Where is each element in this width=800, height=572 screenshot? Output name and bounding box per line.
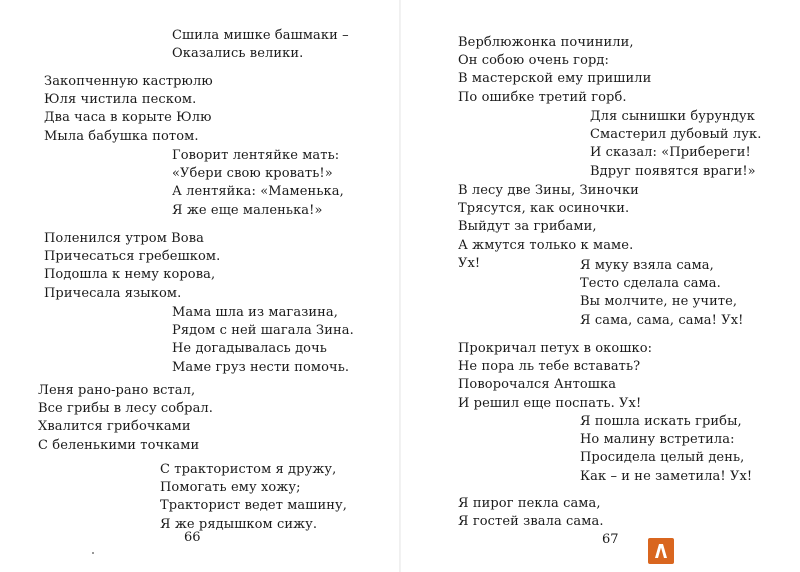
verse-line: И решил еще поспать. Ух!: [458, 395, 642, 411]
verse-line: Я пирог пекла сама,: [458, 496, 601, 511]
stanza: [580, 257, 743, 330]
verse-line: Рядом с ней шагала Зина.: [172, 323, 354, 339]
verse-line: Смастерил дубовый лук.: [590, 127, 762, 143]
verse-line: Говорит лентяйке мать:: [172, 148, 340, 163]
page-number: 66: [184, 530, 201, 545]
verse-line: Оказались велики.: [172, 46, 304, 62]
verse-line: Трясутся, как осиночки.: [458, 201, 630, 217]
page-number: 67: [602, 532, 619, 547]
verse-line: Маме груз нести помочь.: [172, 359, 350, 375]
verse-line: Но малину встретила:: [580, 432, 735, 448]
verse-line: Все грибы в лесу собрал.: [38, 401, 214, 417]
right-page: [400, 0, 800, 572]
verse-line: А лентяйка: «Маменька,: [172, 184, 344, 200]
verse-line: По ошибке третий горб.: [458, 89, 627, 105]
verse-line: Я пошла искать грибы,: [580, 414, 742, 429]
verse-line: Причесаться гребешком.: [44, 249, 221, 265]
publisher-logo-glyph: [648, 538, 674, 564]
verse-line: Ух!: [458, 255, 481, 271]
verse-line: Я же рядышком сижу.: [160, 516, 318, 532]
stanza: [580, 413, 752, 486]
stanza: [458, 495, 604, 531]
verse-line: Тракторист ведет машину,: [160, 498, 347, 514]
verse-line: Поленился утром Вова: [44, 231, 204, 246]
verse-line: С беленькими точками: [38, 437, 200, 453]
verse-line: Закопченную кастрюлю: [44, 74, 213, 89]
stanza: [44, 73, 213, 146]
verse-line: В мастерской ему пришили: [458, 71, 652, 87]
verse-line: Просидела целый день,: [580, 450, 745, 466]
verse-line: Я сама, сама, сама! Ух!: [580, 312, 744, 328]
stanza: [172, 27, 349, 63]
verse-line: «Убери свою кровать!»: [172, 166, 333, 182]
stanza: [458, 340, 652, 413]
verse-line: В лесу две Зины, Зиночки: [458, 183, 639, 198]
stanza: [458, 34, 651, 107]
verse-line: Я муку взяла сама,: [580, 258, 714, 273]
publisher-logo-icon: [648, 538, 674, 564]
verse-line: Выйдут за грибами,: [458, 219, 597, 235]
stanza: [38, 382, 213, 455]
stanza: [590, 108, 762, 181]
stanza: [172, 147, 344, 220]
verse-line: Два часа в корыте Юлю: [44, 110, 212, 126]
verse-line: Хвалится грибочками: [38, 419, 191, 435]
verse-line: Мыла бабушка потом.: [44, 128, 199, 144]
verse-line: Не пора ль тебе вставать?: [458, 359, 641, 375]
verse-line: Подошла к нему корова,: [44, 267, 216, 283]
stanza: [172, 304, 354, 377]
verse-line: С трактористом я дружу,: [160, 462, 337, 477]
print-speck: [92, 552, 94, 554]
verse-line: Я же еще маленька!»: [172, 202, 323, 218]
verse-line: Причесала языком.: [44, 285, 182, 301]
verse-line: Вдруг появятся враги!»: [590, 163, 756, 179]
verse-line: Поворочался Антошка: [458, 377, 617, 393]
verse-line: Вы молчите, не учите,: [580, 294, 738, 310]
verse-line: Он собою очень горд:: [458, 53, 609, 69]
verse-line: Для сынишки бурундук: [590, 109, 756, 124]
verse-line: Как – и не заметила! Ух!: [580, 468, 753, 484]
verse-line: Юля чистила песком.: [44, 92, 197, 108]
verse-line: Тесто сделала сама.: [580, 276, 721, 292]
verse-line: Леня рано-рано встал,: [38, 383, 196, 398]
verse-line: Помогать ему хожу;: [160, 480, 301, 496]
verse-line: Верблюжонка починили,: [458, 35, 634, 50]
stanza: [160, 461, 347, 534]
verse-line: Сшила мишке башмаки –: [172, 28, 349, 43]
verse-line: Мама шла из магазина,: [172, 305, 338, 320]
verse-line: Прокричал петух в окошко:: [458, 341, 653, 356]
verse-line: Я гостей звала сама.: [458, 514, 604, 530]
stanza: [44, 230, 220, 303]
verse-line: Не догадывалась дочь: [172, 341, 327, 357]
verse-line: И сказал: «Прибереги!: [590, 145, 751, 161]
verse-line: А жмутся только к маме.: [458, 237, 634, 253]
